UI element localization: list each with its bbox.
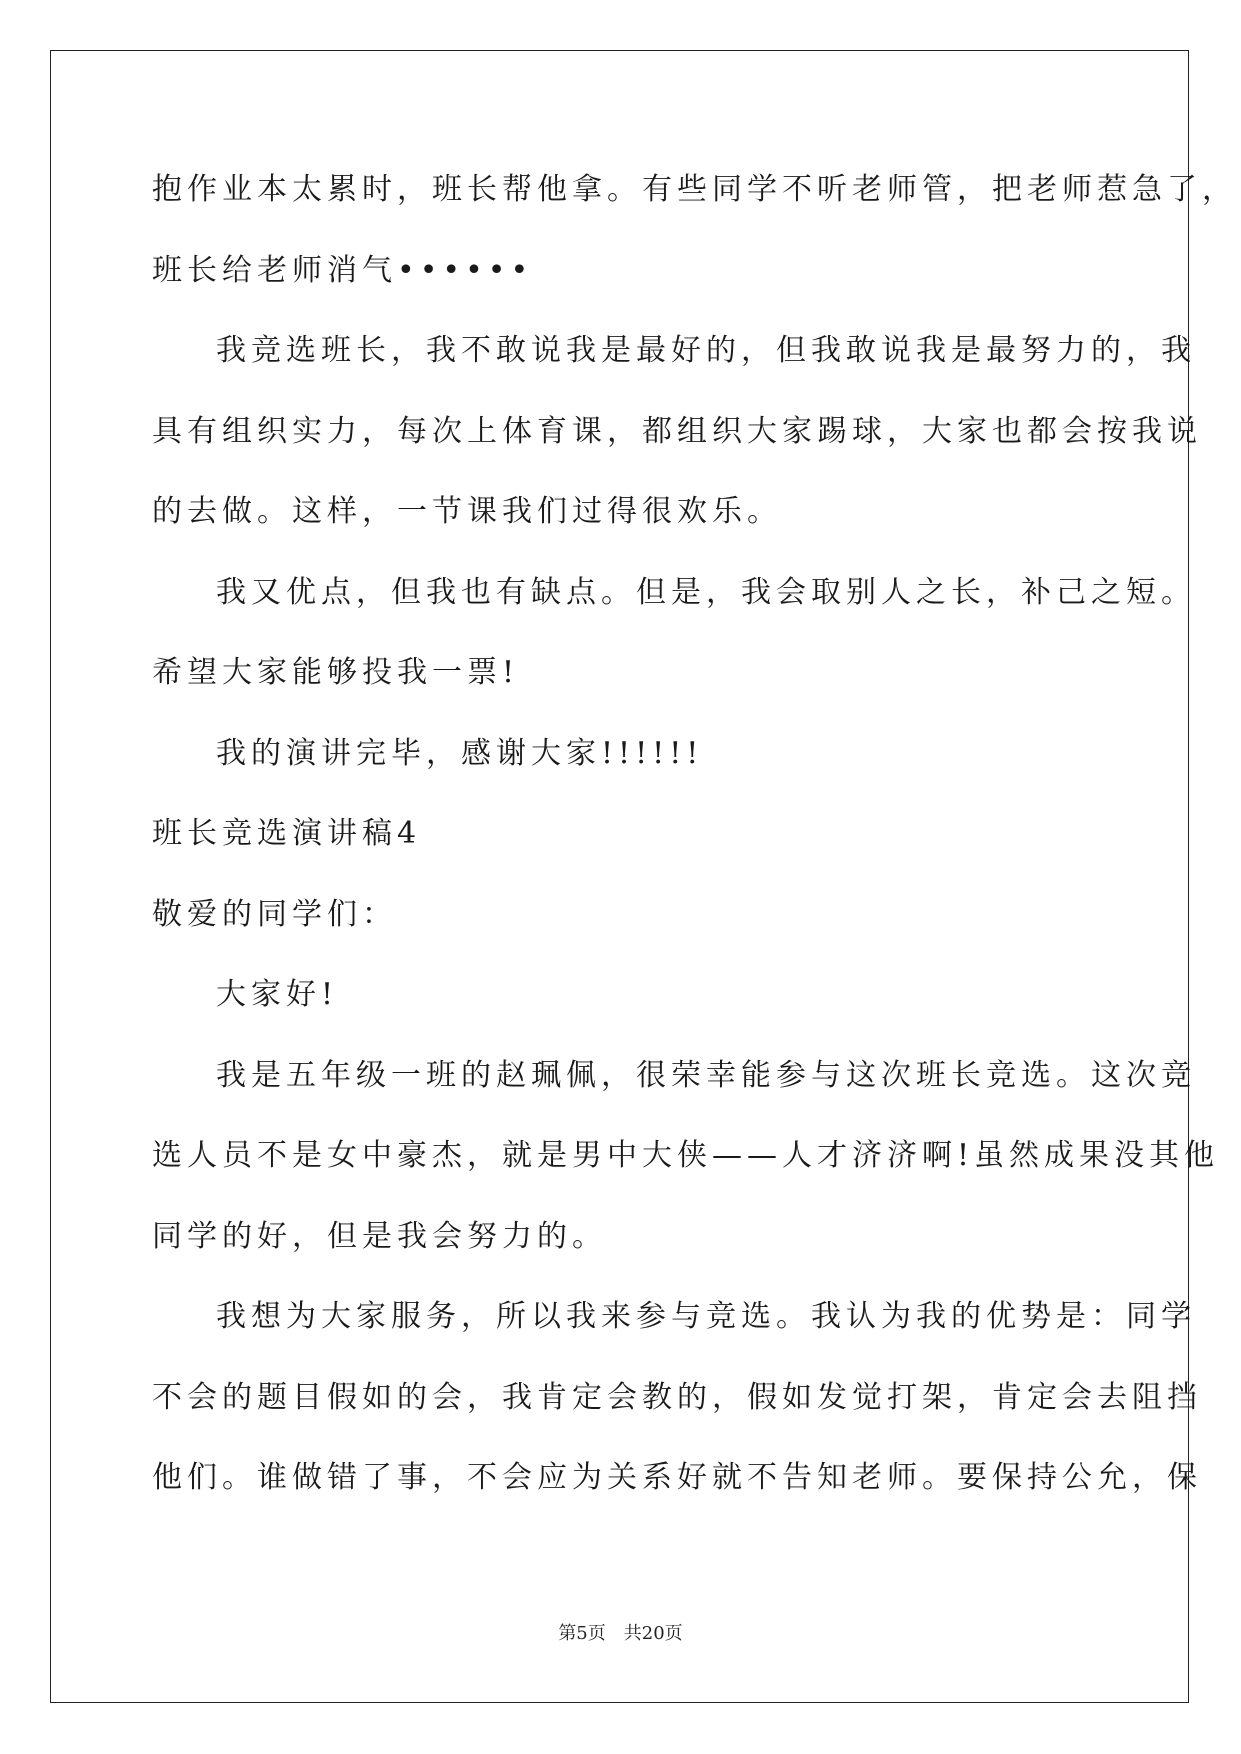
text-line: 抱作业本太累时，班长帮他拿。有些同学不听老师管，把老师惹急了， <box>152 172 1237 207</box>
text-line: 同学的好，但是我会努力的。 <box>152 1218 607 1254</box>
text-line: 我竞选班长，我不敢说我是最好的，但我敢说我是最努力的，我 <box>216 333 1196 368</box>
text-line: 我又优点，但我也有缺点。但是，我会取别人之长，补己之短。 <box>216 574 1196 610</box>
text-line: 选人员不是女中豪杰，就是男中大侠——人才济济啊!虽然成果没其他 <box>152 1138 1220 1173</box>
text-line: 我的演讲完毕，感谢大家!!!!!! <box>216 735 704 771</box>
page-number-footer: 第5页 共20页 <box>558 1623 683 1644</box>
text-line: 我想为大家服务，所以我来参与竞选。我认为我的优势是：同学 <box>216 1299 1196 1334</box>
text-line: 他们。谁做错了事，不会应为关系好就不告知老师。要保持公允，保 <box>152 1460 1202 1495</box>
section-heading: 班长竞选演讲稿4 <box>152 816 422 851</box>
text-line: 希望大家能够投我一票! <box>152 655 520 690</box>
text-line: 我是五年级一班的赵珮佩，很荣幸能参与这次班长竞选。这次竞 <box>216 1057 1196 1093</box>
salutation: 敬爱的同学们： <box>152 896 397 932</box>
text-line: 的去做。这样，一节课我们过得很欢乐。 <box>152 494 782 529</box>
document-body <box>152 157 1237 1526</box>
text-line: 不会的题目假如的会，我肯定会教的，假如发觉打架，肯定会去阻挡 <box>152 1379 1202 1415</box>
text-line: 班长给老师消气•••••• <box>152 252 534 288</box>
text-line: 具有组织实力，每次上体育课，都组织大家踢球，大家也都会按我说 <box>152 413 1202 449</box>
greeting: 大家好! <box>216 977 339 1012</box>
